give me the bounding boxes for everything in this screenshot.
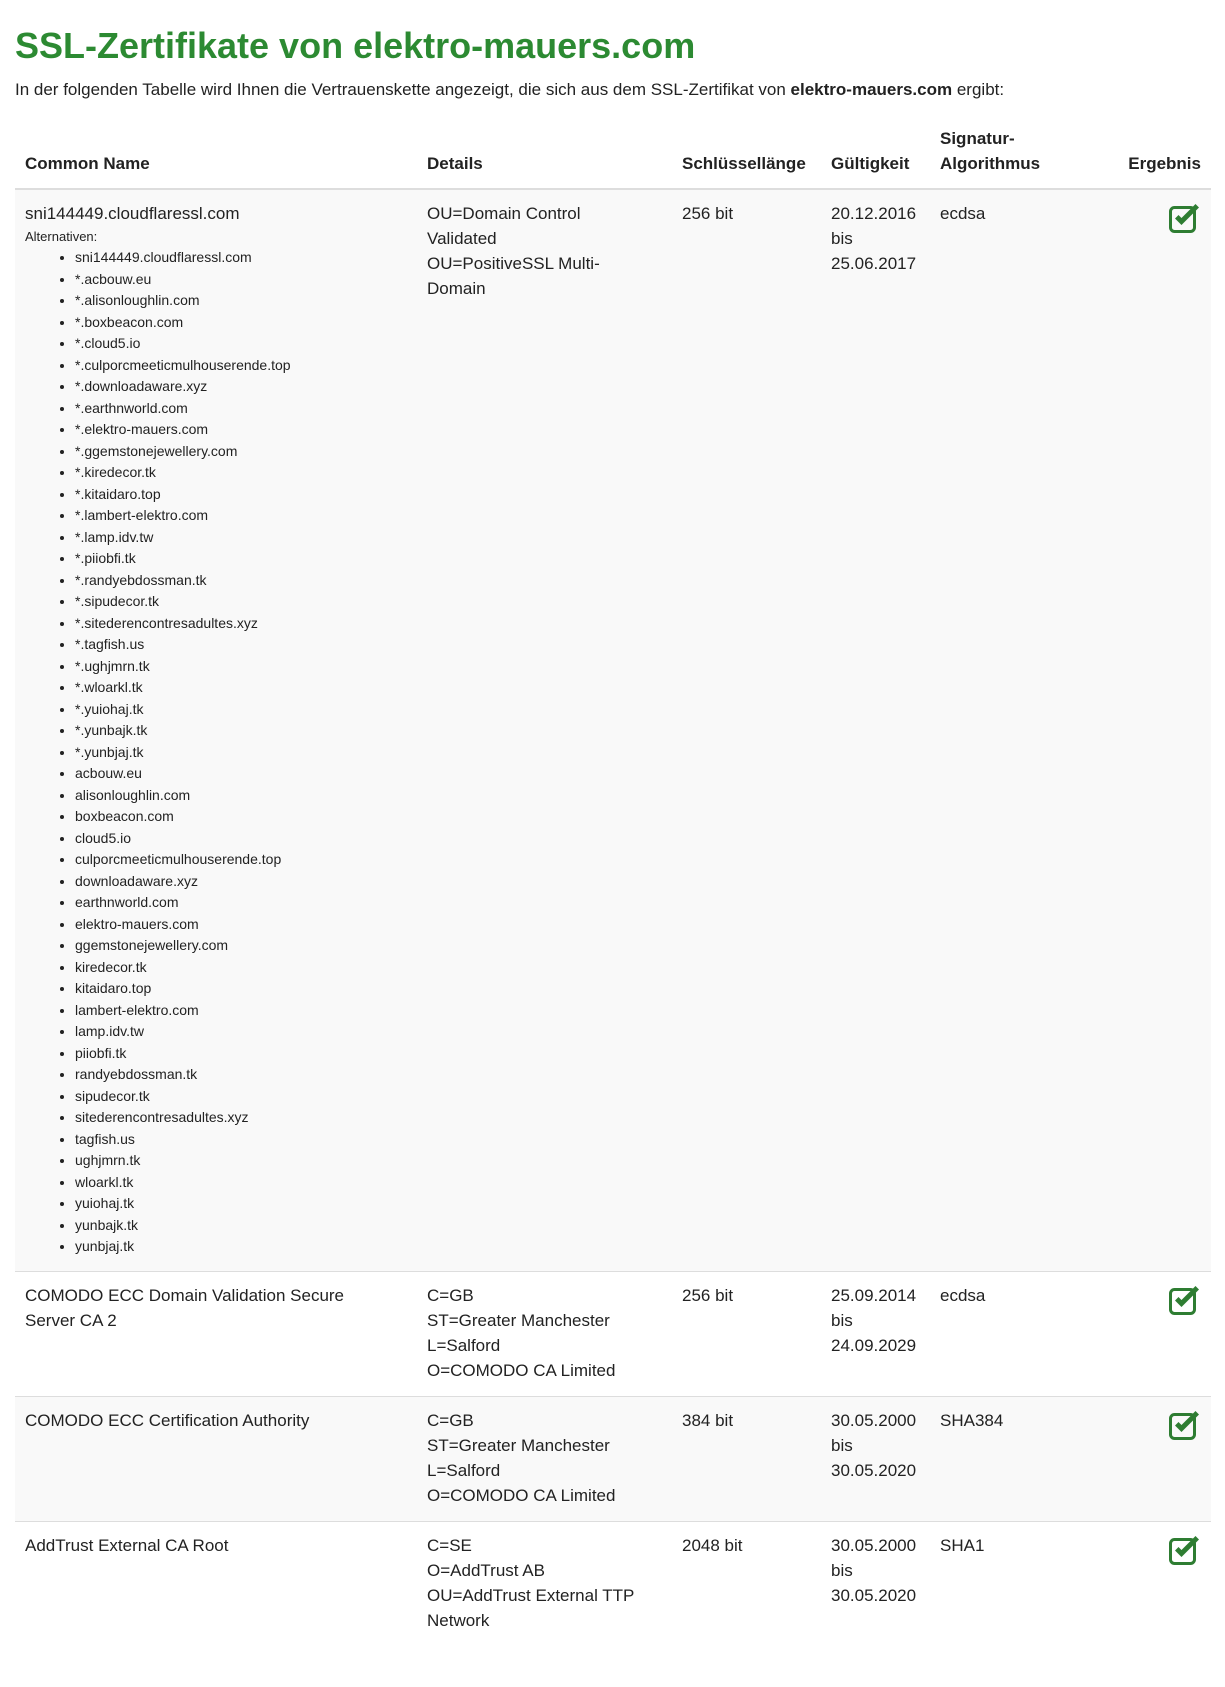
details-line: C=GB (427, 1410, 474, 1430)
list-item: • *.kitaidaro.top (75, 484, 407, 506)
list-item: • downloadaware.xyz (75, 871, 407, 893)
list-item: • acbouw.eu (75, 763, 407, 785)
list-item: • *.sipudecor.tk (75, 591, 407, 613)
table-body (15, 189, 1211, 1646)
list-item: • *.piiobfi.tk (75, 548, 407, 570)
cell-common-name (15, 189, 417, 1271)
common-name-text: AddTrust External CA Root (25, 1535, 229, 1555)
alternatives-list (25, 247, 407, 1258)
details-line: Validated (427, 229, 497, 248)
cell-result (1090, 189, 1211, 1271)
certificate-chain-table (15, 126, 1211, 1646)
cell-signature-algorithm: SHA1 (940, 1535, 985, 1555)
details-line: L=Salford (427, 1460, 501, 1480)
list-item: • *.cloud5.io (75, 333, 407, 355)
cell-signature-algorithm: SHA384 (930, 1396, 1090, 1521)
list-item: • earthnworld.com (75, 892, 407, 914)
list-item: • tagfish.us (75, 1129, 407, 1151)
list-item: • lambert-elektro.com (75, 1000, 407, 1022)
header-validity: Gültigkeit (821, 126, 930, 189)
details-line: ST=Greater Manchester (427, 1310, 610, 1330)
cell-details (417, 1521, 672, 1646)
cell-common-name (15, 1271, 417, 1396)
list-item: • *.alisonloughlin.com (75, 290, 407, 312)
validity-line: 30.05.2000 (831, 1535, 917, 1555)
validity-line: 20.12.2016 (831, 204, 917, 223)
details-line: L=Salford (427, 1335, 501, 1355)
list-item: • *.randyebdossman.tk (75, 570, 407, 592)
validity-line: 24.09.2029 (831, 1335, 917, 1355)
list-item: • *.acbouw.eu (75, 269, 407, 291)
cell-result (1090, 1521, 1211, 1646)
common-name-text: COMODO ECC Domain Validation Secure (25, 1285, 345, 1305)
cell-common-name (15, 1521, 417, 1646)
list-item: • *.kiredecor.tk (75, 462, 407, 484)
list-item: • culporcmeeticmulhouserende.top (75, 849, 407, 871)
list-item: • *.ughjmrn.tk (75, 656, 407, 678)
header-result: Ergebnis (1090, 126, 1211, 189)
list-item: • kiredecor.tk (75, 957, 407, 979)
details-line: C=GB (427, 1285, 474, 1305)
list-item: • *.earthnworld.com (75, 398, 407, 420)
list-item: • sni144449.cloudflaressl.com (75, 247, 407, 269)
cell-details (417, 1396, 672, 1521)
page-title: SSL-Zertifikate von elektro-mauers.com (15, 25, 696, 66)
details-line: OU=AddTrust External TTP (427, 1585, 635, 1605)
list-item: • piiobfi.tk (75, 1043, 407, 1065)
list-item: • *.elektro-mauers.com (75, 419, 407, 441)
common-name-text: COMODO ECC Certification Authority (25, 1410, 310, 1430)
cell-key-length: 256 bit (672, 189, 821, 1271)
table-row (15, 1521, 1211, 1646)
list-item: • *.sitederencontresadultes.xyz (75, 613, 407, 635)
details-line: OU=PositiveSSL Multi- (427, 254, 600, 273)
cell-validity (821, 189, 930, 1271)
validity-line: 30.05.2020 (831, 1585, 917, 1605)
validity-line: 30.05.2000 (831, 1410, 917, 1430)
details-line: O=AddTrust AB (427, 1560, 545, 1580)
check-icon (1168, 1284, 1202, 1316)
details-line: OU=Domain Control (427, 204, 581, 223)
validity-line: bis (831, 1435, 853, 1455)
cell-key-length: 2048 bit (682, 1535, 743, 1555)
list-item: • *.wloarkl.tk (75, 677, 407, 699)
list-item: • *.yunbjaj.tk (75, 742, 407, 764)
cell-validity (821, 1271, 930, 1396)
header-key-length: Schlüssellänge (672, 126, 821, 189)
validity-line: bis (831, 229, 853, 248)
details-line: C=SE (427, 1535, 472, 1555)
details-line: ST=Greater Manchester (427, 1435, 610, 1455)
intro-prefix: In der folgenden Tabelle wird Ihnen die Vertrauenskette angezeigt, die sich aus dem SSL-Zertifikat von (15, 80, 791, 99)
validity-line: 25.06.2017 (831, 254, 917, 273)
list-item: • *.boxbeacon.com (75, 312, 407, 334)
list-item: • *.lamp.idv.tw (75, 527, 407, 549)
list-item: • elektro-mauers.com (75, 914, 407, 936)
intro-suffix: ergibt: (952, 80, 1005, 99)
list-item: • *.yunbajk.tk (75, 720, 407, 742)
cell-validity (821, 1521, 930, 1646)
details-line: O=COMODO CA Limited (427, 1485, 616, 1505)
list-item: • *.culporcmeeticmulhouserende.top (75, 355, 407, 377)
list-item: • *.yuiohaj.tk (75, 699, 407, 721)
cell-signature-algorithm: ecdsa (930, 189, 1090, 1271)
table-row (15, 1396, 1211, 1521)
cell-signature-algorithm: ecdsa (940, 1285, 986, 1305)
cell-key-length: 256 bit (682, 1285, 734, 1305)
cell-details (417, 1271, 672, 1396)
list-item: • *.lambert-elektro.com (75, 505, 407, 527)
table-row (15, 189, 1211, 1271)
header-signature-line2: Algorithmus (940, 154, 1041, 173)
cell-result (1090, 1396, 1211, 1521)
list-item: • kitaidaro.top (75, 978, 407, 1000)
intro-domain: elektro-mauers.com (790, 80, 953, 99)
list-item: • yuiohaj.tk (75, 1193, 407, 1215)
list-item: • sitederencontresadultes.xyz (75, 1107, 407, 1129)
list-item: • *.ggemstonejewellery.com (75, 441, 407, 463)
list-item: • sipudecor.tk (75, 1086, 407, 1108)
header-common-name: Common Name (15, 126, 417, 189)
validity-line: 25.09.2014 (831, 1285, 917, 1305)
list-item: • cloud5.io (75, 828, 407, 850)
header-details: Details (417, 126, 672, 189)
check-icon (1168, 202, 1202, 234)
list-item: • *.downloadaware.xyz (75, 376, 407, 398)
cell-key-length: 384 bit (672, 1396, 821, 1521)
list-item: • yunbjaj.tk (75, 1236, 407, 1258)
table-header-row (15, 126, 1211, 189)
common-name-text: sni144449.cloudflaressl.com (25, 204, 240, 223)
details-line: Network (427, 1610, 490, 1630)
table-row (15, 1271, 1211, 1396)
cell-result (1090, 1271, 1211, 1396)
check-icon (1168, 1534, 1202, 1566)
header-signature-algorithm (930, 126, 1090, 189)
cell-common-name (15, 1396, 417, 1521)
list-item: • yunbajk.tk (75, 1215, 407, 1237)
details-line: O=COMODO CA Limited (427, 1360, 616, 1380)
list-item: • wloarkl.tk (75, 1172, 407, 1194)
validity-line: bis (831, 1560, 853, 1580)
common-name-text: Server CA 2 (25, 1310, 117, 1330)
list-item: • ggemstonejewellery.com (75, 935, 407, 957)
header-signature-line1: Signatur- (940, 129, 1015, 148)
list-item: • randyebdossman.tk (75, 1064, 407, 1086)
check-icon (1168, 1409, 1202, 1441)
validity-line: bis (831, 1310, 853, 1330)
cell-details (417, 189, 672, 1271)
alternatives-label: Alternativen: (25, 229, 98, 244)
list-item: • ughjmrn.tk (75, 1150, 407, 1172)
intro-text (15, 78, 1211, 102)
list-item: • *.tagfish.us (75, 634, 407, 656)
list-item: • alisonloughlin.com (75, 785, 407, 807)
list-item: • boxbeacon.com (75, 806, 407, 828)
list-item: • lamp.idv.tw (75, 1021, 407, 1043)
validity-line: 30.05.2020 (831, 1460, 917, 1480)
details-line: Domain (427, 279, 486, 298)
cell-validity (821, 1396, 930, 1521)
